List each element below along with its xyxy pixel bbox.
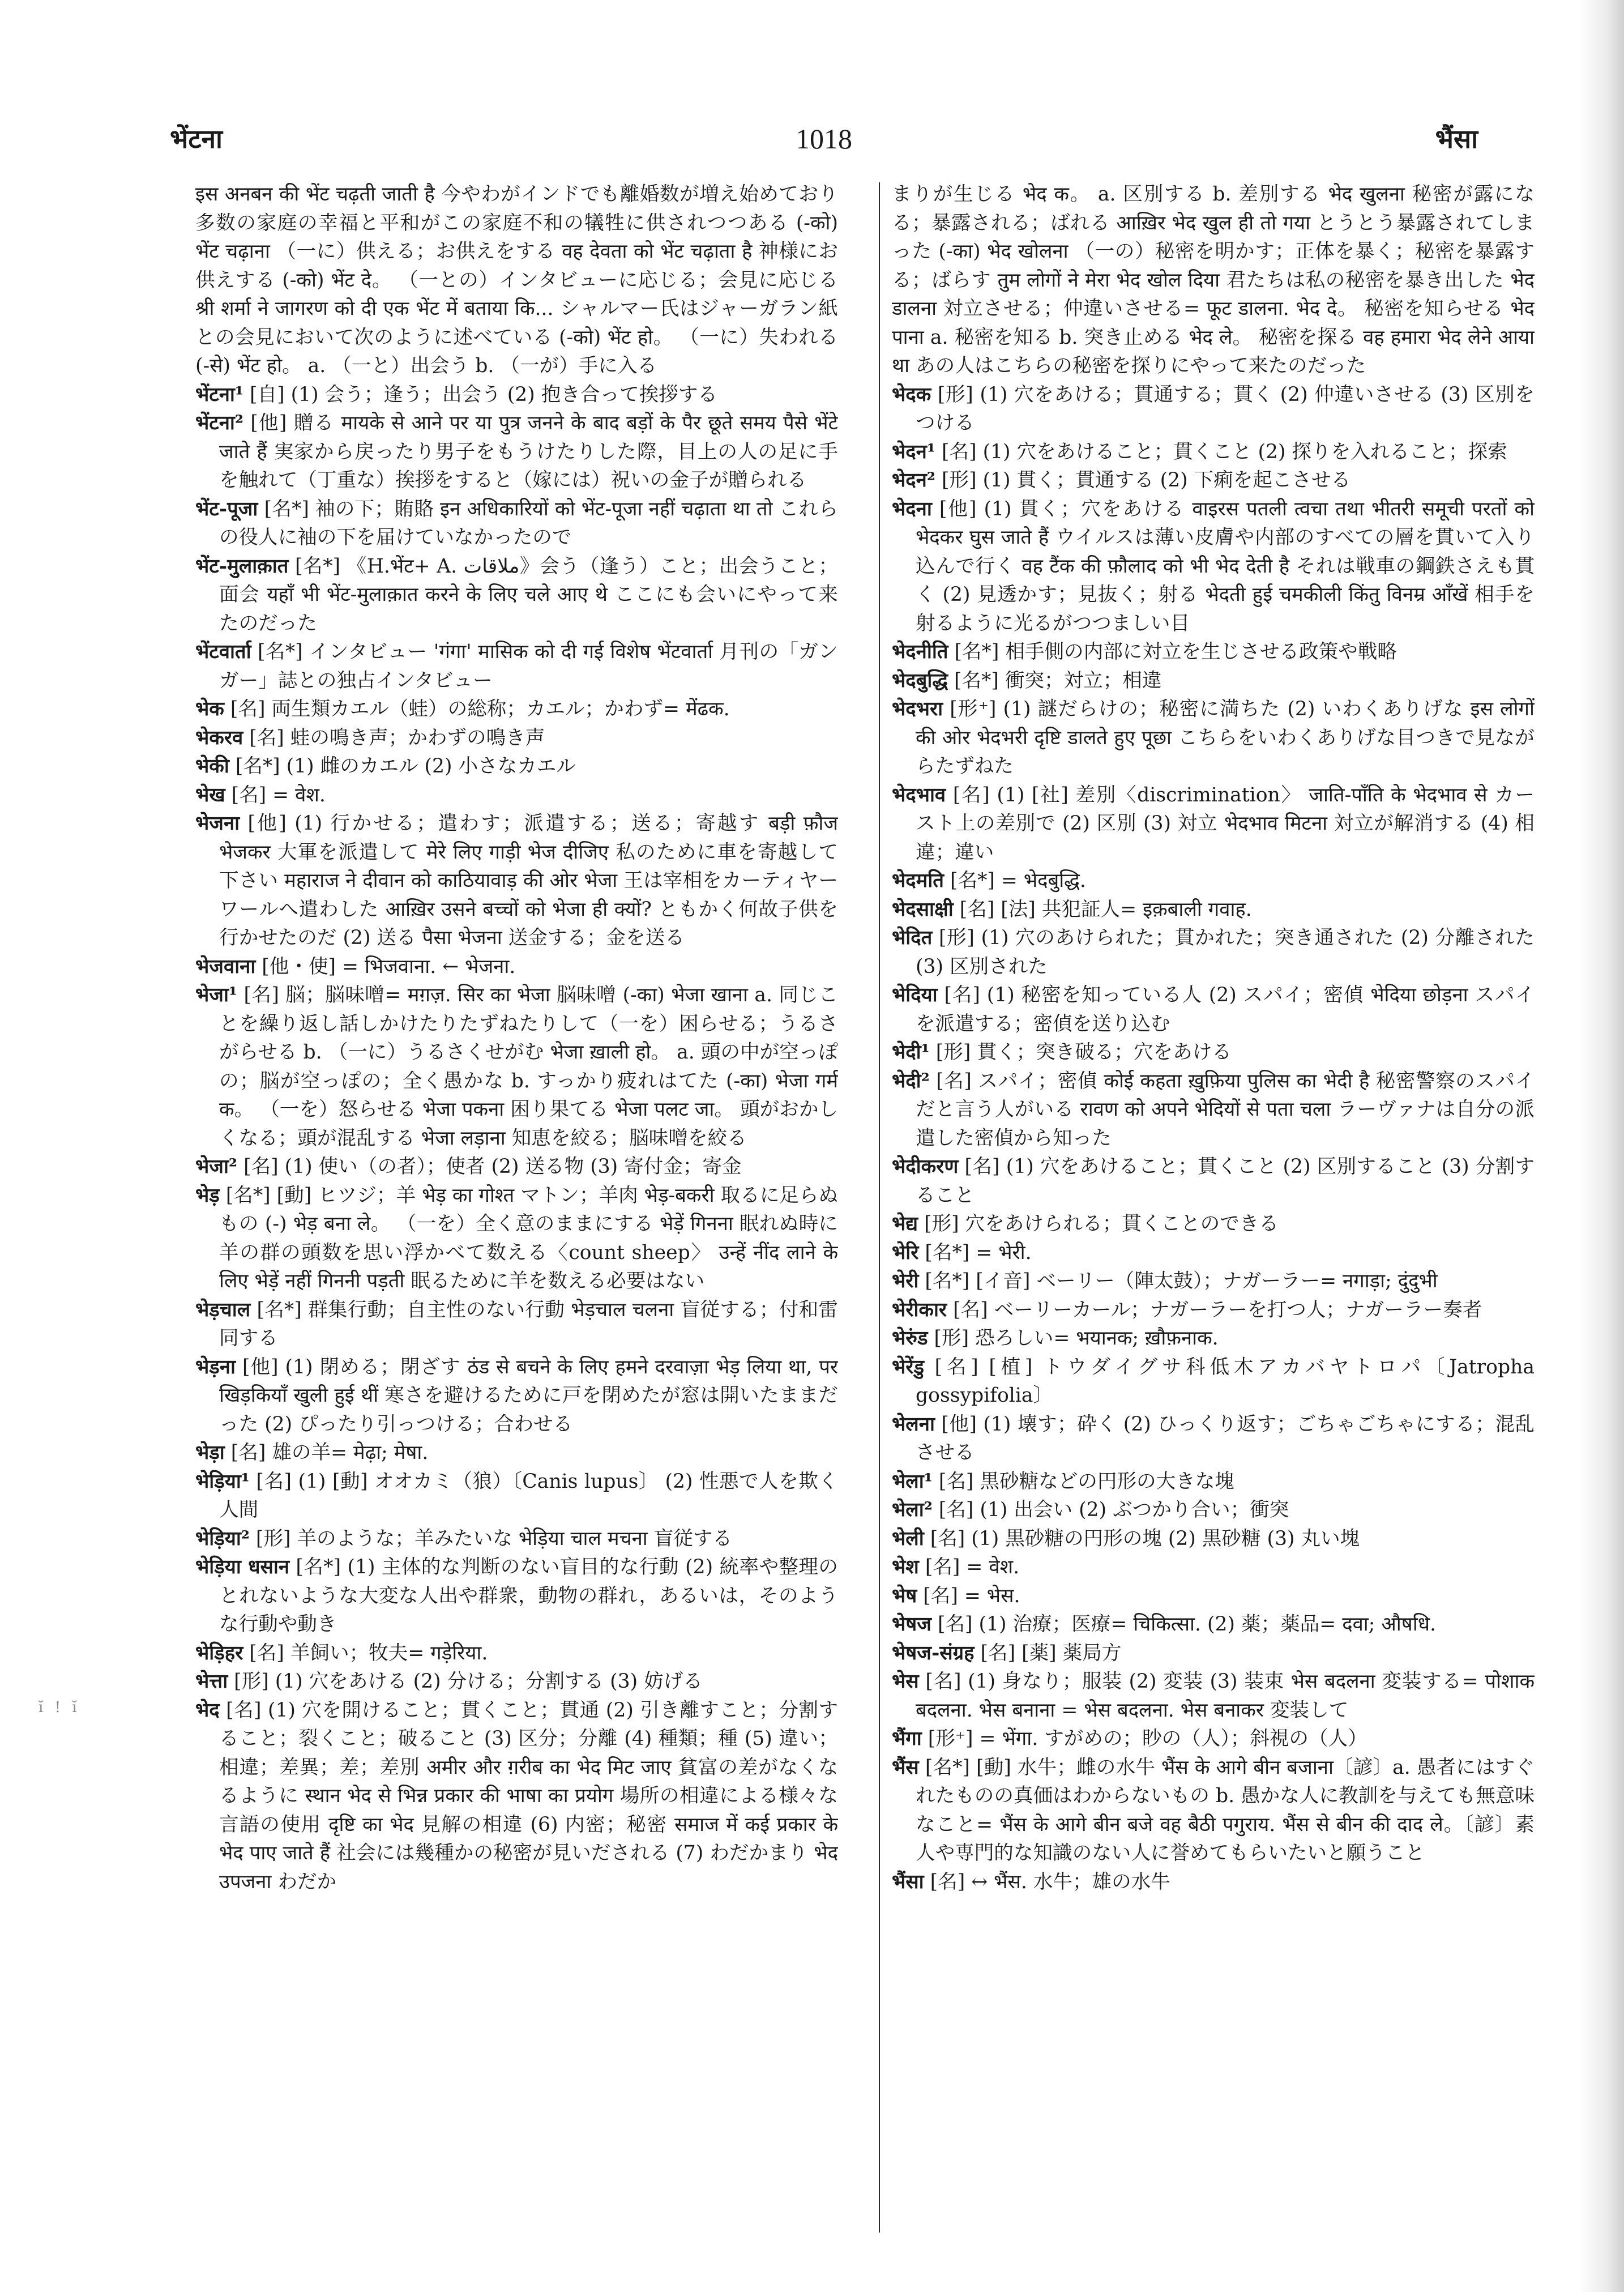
dictionary-entry xyxy=(892,381,1535,438)
dictionary-entry xyxy=(195,495,838,552)
entry-headword: भैंगा xyxy=(892,1727,922,1750)
dictionary-entry xyxy=(195,1525,838,1553)
dictionary-entry xyxy=(892,1239,1535,1267)
entry-definition: [他・使] = भिजवाना. ← भेजना. xyxy=(262,955,516,978)
entry-definition: [名] 雄の羊= मेढ़ा; मेषा. xyxy=(230,1441,429,1464)
entry-definition: [形⁺] = भेंगा. すがめの；眇の（人）；斜視の（人） xyxy=(928,1727,1367,1750)
entry-headword: भैंस xyxy=(892,1756,919,1779)
dictionary-entry xyxy=(195,752,838,781)
right-column xyxy=(892,180,1535,2230)
dictionary-entry xyxy=(892,1582,1535,1611)
dictionary-entry xyxy=(892,867,1535,895)
entry-headword: भेला¹ xyxy=(892,1470,933,1493)
dictionary-entry xyxy=(892,1725,1535,1753)
entry-definition: [名*] 群集行動；自主性のない行動 भेड़चाल चलना 盲従する；付和雷同する xyxy=(219,1298,838,1350)
right-running-headword: भैंसा xyxy=(1435,123,1478,154)
dictionary-entry xyxy=(892,1667,1535,1725)
entry-headword: भेकरव xyxy=(195,726,243,749)
entry-definition: [名*] (1) 雌のカエル (2) 小さなカエル xyxy=(235,755,576,778)
entry-definition: [名] (1) 穴を開けること；貫くこと；貫通 (2) 引き離すこと；分割すること；裂くこと；破ること (3) 区分；分離 (4) 種類；種 (5) 違い；相違；差異；差；差別 अमीर और ग़रीब का भेद मिट जाए 貧富の差がなくなるように स्थान भेद से भिन्न प्रकार की भाषा का प्रयोग 場所の相違による様々な言語の使用 दृष्टि का भेद 見解の相違 (6) 内密；秘密 समाज में कई प्रकार के भेद पाए जाते हैं 社会には幾種かの秘密が見いだされる (7) わだかまり भेद उपजना わだか xyxy=(219,1698,838,1893)
entry-headword: भेरुंड xyxy=(892,1327,928,1350)
entry-headword: भेंटना¹ xyxy=(195,383,244,406)
dictionary-entry xyxy=(892,1525,1535,1553)
dictionary-entry xyxy=(892,495,1535,638)
entry-headword: भेदबुद्धि xyxy=(892,669,948,692)
dictionary-entry xyxy=(195,1639,838,1668)
entry-definition: [形] 穴をあけられる；貫くことのできる xyxy=(924,1213,1279,1235)
dictionary-entry xyxy=(195,1353,838,1439)
entry-definition: [形] (1) 穴のあけられた；貫かれた；突き通された (2) 分離された (3) 区別された xyxy=(916,927,1535,978)
dictionary-entry xyxy=(892,1324,1535,1353)
entry-headword: भेस xyxy=(892,1670,919,1693)
entry-headword: भेदित xyxy=(892,927,933,949)
entry-headword: भेरी xyxy=(892,1270,919,1292)
entry-headword: भेख xyxy=(195,783,225,806)
entry-definition: [名] (1) 秘密を知っている人 (2) スパイ；密偵 भेदिया छोड़ना スパイを派遣する；密偵を送り込む xyxy=(916,984,1535,1035)
dictionary-entry xyxy=(195,781,838,810)
entry-definition: [名] [植] トウダイグサ科低木アカバヤトロパ〔Jatropha gossypifolia〕 xyxy=(916,1355,1535,1407)
dictionary-entry xyxy=(892,1496,1535,1525)
dictionary-entry xyxy=(892,638,1535,667)
binding-edge-mark: ĭ ! ĭ xyxy=(39,1699,80,1716)
entry-headword: भेड़ना xyxy=(195,1355,236,1378)
entry-definition: [名] (1) 穴をあけること；貫くこと (2) 区別すること (3) 分割すること xyxy=(916,1155,1535,1207)
dictionary-entry xyxy=(892,1067,1535,1153)
entry-definition: [名] (1) 黒砂糖の円形の塊 (2) 黒砂糖 (3) 丸い塊 xyxy=(930,1527,1360,1550)
entry-definition: [名] 蛙の鳴き声；かわずの鳴き声 xyxy=(249,726,545,749)
dictionary-entry xyxy=(892,695,1535,781)
entry-definition: [名*] [動] 水牛；雌の水牛 भैंस के आगे बीन बजाना〔諺〕a. 愚者にはすぐれたものの真価はわからないもの b. 愚かな人に教訓を与えても無意味なこと= भैंस के आगे बीन बजे वह बैठी पगुराय. भैंस से बीन की दाद ले。〔諺〕素人や専門的な知識のない人に誉めてもらいたいと願うこと xyxy=(916,1756,1535,1864)
dictionary-entry xyxy=(195,724,838,753)
entry-headword: भेजा² xyxy=(195,1155,238,1178)
dictionary-entry xyxy=(892,981,1535,1038)
entry-definition: [名] スパイ；密偵 कोई कहता ख़ुफ़िया पुलिस का भेदी है 秘密警察のスパイだと言う人がいる रावण को अपने भेदियों से पता चला ラーヴァナは自分の派遣した密偵から知った xyxy=(916,1069,1535,1150)
entry-definition: [名] ↔ भैंस. 水牛；雄の水牛 xyxy=(930,1870,1170,1893)
column-divider xyxy=(879,182,880,2233)
entry-headword: भेंटवार्ता xyxy=(195,641,251,663)
entry-headword: भेदीकरण xyxy=(892,1155,959,1178)
page-header xyxy=(170,116,1478,161)
dictionary-entry xyxy=(195,1467,838,1525)
entry-headword: भेरि xyxy=(892,1241,919,1264)
entry-headword: भेरेंडु xyxy=(892,1355,924,1378)
entry-definition: [他] (1) 貫く；穴をあける वाइरस पतली त्वचा तथा भीतरी समूची परतों को भेदकर घुस जाते हैं ウイルスは薄い皮膚や内部のすべての層を貫いて入り込んで行く वह टैंक की फ़ौलाद को भी भेद देती है それは戦車の鋼鉄さえも貫く (2) 見透かす；見抜く；射る भेदती हुई चमकीली किंतु विनम्र आँखें 相手を射るように光るがつつましい目 xyxy=(916,497,1535,635)
dictionary-entry xyxy=(892,1210,1535,1239)
entry-headword: भेदमति xyxy=(892,869,945,892)
dictionary-entry xyxy=(195,1553,838,1639)
dictionary-entry xyxy=(892,1267,1535,1296)
entry-definition: [他] (1) 壊す；砕く (2) ひっくり返す；ごちゃごちゃにする；混乱させる xyxy=(916,1412,1535,1464)
entry-definition: [形] 恐ろしい= भयानक; ख़ौफ़नाक. xyxy=(934,1327,1219,1350)
entry-definition: [名*] 相手側の内部に対立を生じさせる政策や戦略 xyxy=(954,641,1397,663)
dictionary-entry xyxy=(892,1353,1535,1410)
dictionary-entry xyxy=(892,1553,1535,1582)
dictionary-entry xyxy=(892,667,1535,695)
dictionary-entry xyxy=(892,438,1535,467)
dictionary-entry xyxy=(195,1439,838,1467)
entry-headword: भेकी xyxy=(195,755,229,778)
entry-definition: [形] (1) 穴をあける；貫通する；貫く (2) 仲違いさせる (3) 区別をつける xyxy=(916,383,1535,434)
entry-headword: भेरीकार xyxy=(892,1298,947,1321)
entry-headword: भेदी² xyxy=(892,1069,930,1092)
left-running-headword: भेंटना xyxy=(170,123,223,154)
dictionary-entry xyxy=(195,953,838,981)
dictionary-entry xyxy=(195,1181,838,1296)
dictionary-entry xyxy=(892,1153,1535,1210)
entry-definition: [他] 贈る मायके से आने पर या पुत्र जनने के बाद बड़ों के पैर छूते समय पैसे भेंटे जाते हैं 実家から戻ったり男子をもうけたりした際，目上の人の足に手を触れて（丁重な）挨拶をすると（嫁には）祝いの金子が贈られる xyxy=(219,412,838,492)
dictionary-entry xyxy=(892,1610,1535,1639)
dictionary-entry xyxy=(892,1868,1535,1897)
entry-headword: भेड़िया² xyxy=(195,1527,250,1550)
entry-headword: भेंटना² xyxy=(195,412,244,434)
right-column-continuation: まりが生じる भेद क。 a. 区別する b. 差別する भेद खुलना 秘密が露になる；暴露される；ばれる आख़िर भेद खुल ही तो गया とうとう暴露されてしまった (-का) भेद खोलना （一の）秘密を明かす；正体を暴く；秘密を暴露する；ばらす तुम लोगों ने मेरा भेद खोल दिया 君たちは私の秘密を暴き出した भेद डालना 対立させる；仲違いさせる= फूट डालना. भेद दे。 秘密を知らせる भेद पाना a. 秘密を知る b. 突き止める भेद ले。 秘密を探る वह हमारा भेद लेने आया था あの人はこちらの秘密を探りにやって来たのだった xyxy=(892,183,1535,377)
entry-definition: [形⁺] (1) 謎だらけの；秘密に満ちた (2) いわくありげな इस लोगों की ओर भेदभरी दृष्टि डालते हुए पूछा こちらをいわくありげな目つきで見ながらたずねた xyxy=(916,698,1535,778)
entry-headword: भेंट-पूजा xyxy=(195,497,258,520)
dictionary-entry xyxy=(892,1467,1535,1496)
entry-headword: भेड़ा xyxy=(195,1441,225,1464)
entry-definition: [名*] [イ音] ベーリー（陣太鼓）；ナガーラー= नगाड़ा; दुंदुभी xyxy=(925,1270,1438,1292)
entry-headword: भेत्ता xyxy=(195,1670,228,1693)
entry-definition: [名] ベーリーカール；ナガーラーを打つ人；ナガーラー奏者 xyxy=(953,1298,1482,1321)
entry-definition: [名] (1) [動] オオカミ（狼）〔Canis lupus〕 (2) 性悪で人を欺く人間 xyxy=(219,1470,838,1521)
entry-definition: [名*] = भेदबुद्धि. xyxy=(950,869,1086,892)
entry-definition: [名] (1) 使い（の者）；使者 (2) 送る物 (3) 寄付金；寄金 xyxy=(243,1155,742,1178)
entry-definition: [名*] インタビュー 'गंगा' मासिक को दी गई विशेष भेंटवार्ता 月刊の「ガンガー」誌との独占インタビュー xyxy=(219,641,838,692)
dictionary-entry xyxy=(195,1696,838,1897)
entry-definition: [名*] = भेरी. xyxy=(925,1241,1032,1264)
dictionary-entry xyxy=(195,409,838,495)
dictionary-entry xyxy=(892,924,1535,981)
entry-headword: भेक xyxy=(195,698,224,720)
entry-definition: [名] (1) 身なり；服装 (2) 変装 (3) 装束 भेस बदलना 変装する= पोशाक बदलना. भेस बनाना = भेस बदलना. भेस बनाकर 変装して xyxy=(916,1670,1535,1722)
entry-headword: भेदभाव xyxy=(892,783,946,806)
entry-definition: [形] (1) 穴をあける (2) 分ける；分割する (3) 妨げる xyxy=(234,1670,703,1693)
entry-headword: भेंट-मुलाक़ात xyxy=(195,554,289,578)
dictionary-entry xyxy=(892,1639,1535,1668)
entry-definition: [名] 脳；脳味噌= मग़ज़. सिर का भेजा 脳味噌 (-का) भेजा खाना a. 同じことを繰り返し話しかけたりたずねたりして（一を）困らせる；うるさがらせる b. （一に）うるさくせがむ भेजा ख़ाली हो。 a. 頭の中が空っぽの；脳が空っぽの；全く愚かな b. すっかり疲れはてた (-का) भेजा गर्म क。 （一を）怒らせる भेजा पकना 困り果てる भेजा पलट जा。 頭がおかしくなる；頭が混乱する भेजा लड़ाना 知恵を絞る；脳味噌を絞る xyxy=(219,984,838,1150)
dictionary-entry xyxy=(892,1296,1535,1325)
entry-definition: [名] 黒砂糖などの円形の大きな塊 xyxy=(938,1470,1234,1493)
entry-definition: [名*] (1) 主体的な判断のない盲目的な行動 (2) 統率や整理のとれないような大変な人出や群衆，動物の群れ，あるいは，そのような行動や動き xyxy=(219,1556,838,1636)
dictionary-entry xyxy=(195,695,838,724)
dictionary-entry xyxy=(195,1153,838,1181)
entry-headword: भेला² xyxy=(892,1499,933,1521)
entry-definition: [名*] [動] ヒツジ；羊 भेड़ का गोश्त マトン；羊肉 भेड़-बकरी 取るに足らぬもの (-) भेड़ बना ले。 （一を）全く意のままにする भेड़ें गिनना 眠れぬ時に羊の群の頭数を思い浮かべて数える〈count sheep〉 उन्हें नींद लाने के लिए भेड़ें नहीं गिननी पड़ती 眠るために羊を数える必要はない xyxy=(219,1184,838,1292)
entry-headword: भेद xyxy=(195,1698,220,1722)
entry-headword: भेलना xyxy=(892,1412,935,1436)
left-column-continuation: इस अनबन की भेंट चढ़ती जाती है 今やわがインドでも離婚数が増え始めており多数の家庭の幸福と平和がこの家庭不和の犠牲に供されつつある (-को) भेंट चढ़ाना （一に）供える；お供えをする वह देवता को भेंट चढ़ाता है 神様にお供えする (-को) भेंट दे。 （一との）インタビューに応じる；会見に応じる श्री शर्मा ने जागरण को दी एक भेंट में बताया कि... シャルマー氏はジャーガラン紙との会見において次のように述べている (-को) भेंट हो。 （一に）失われる (-से) भेंट हो。 a. （一と）出会う b. （一が）手に入る xyxy=(195,183,838,377)
entry-definition: [名] [薬] 薬局方 xyxy=(980,1641,1122,1664)
entry-definition: [名] = भेस. xyxy=(923,1584,1020,1607)
dictionary-entry xyxy=(892,781,1535,867)
entry-definition: [名] (1) [社] 差別〈discrimination〉 जाति-पाँति के भेदभाव से カースト上の差別で (2) 区別 (3) 対立 भेदभाव मिटना 対立が解消する (4) 相違；違い xyxy=(916,783,1535,864)
entry-definition: [名] = वेश. xyxy=(925,1556,1020,1578)
page-edge-shadow xyxy=(1579,0,1624,2292)
entry-headword: भेड़िया धसान xyxy=(195,1556,290,1578)
entry-headword: भेदन² xyxy=(892,469,936,492)
entry-definition: [名] (1) 治療；医療= चिकित्सा. (2) 薬；薬品= दवा; औषधि. xyxy=(937,1613,1436,1636)
entry-definition: [名] (1) 出会い (2) ぶつかり合い；衝突 xyxy=(938,1499,1289,1521)
entry-headword: भेदभरा xyxy=(892,698,943,720)
dictionary-entry xyxy=(195,638,838,695)
entry-definition: [名] 両生類カエル（蛙）の総称；カエル；かわず= मेंढक. xyxy=(230,698,730,720)
entry-definition: [他] (1) 閉める；閉ざす ठंड से बचने के लिए हमने दरवाज़ा भेड़ लिया था, पर खिड़कियाँ खुली हुई थीं 寒さを避けるために戸を閉めたが窓は開いたままだった (2) ぴったり引っつける；合わせる xyxy=(219,1355,838,1436)
entry-headword: भेड़िहर xyxy=(195,1641,243,1664)
entry-definition: [名] (1) 穴をあけること；貫くこと (2) 探りを入れること；探索 xyxy=(942,440,1507,463)
entry-headword: भेजना xyxy=(195,812,240,835)
entry-headword: भेषज-संग्रह xyxy=(892,1641,975,1664)
left-column xyxy=(195,180,838,2230)
entry-headword: भेदिया xyxy=(892,984,938,1006)
entry-definition: [形] 貫く；突き破る；穴をあける xyxy=(935,1041,1232,1064)
entry-headword: भेली xyxy=(892,1527,924,1550)
entry-headword: भेड़ xyxy=(195,1184,220,1207)
entry-headword: भेदी¹ xyxy=(892,1041,930,1064)
dictionary-entry xyxy=(195,1667,838,1696)
dictionary-entry xyxy=(892,466,1535,495)
entry-headword: भेड़चाल xyxy=(195,1298,251,1321)
entry-definition: [名*] 袖の下；賄賂 इन अधिकारियों को भेंट-पूजा नहीं चढ़ाता था तो これらの役人に袖の下を届けていなかったので xyxy=(219,497,838,549)
entry-definition: [名*] 《H.भेंट+ A. ملاقات》会う（逢う）こと；出会うこと；面会 यहाँ भी भेंट-मुलाक़ात करने के लिए चले आए थे ここにも会いにやって来たのだった xyxy=(219,554,838,635)
entry-headword: भैंसा xyxy=(892,1870,924,1893)
entry-headword: भेदन¹ xyxy=(892,440,936,463)
dictionary-entry xyxy=(195,1296,838,1353)
entry-definition: [名] = वेश. xyxy=(231,783,326,806)
entry-definition: [他] (1) 行かせる；遣わす；派遣する；送る；寄越す बड़ी फ़ौज भेजकर 大軍を派遣して मेरे लिए गाड़ी भेज दीजिए 私のために車を寄越して下さい महाराज ने दीवान को काठियावाड़ की ओर भेजा 王は宰相をカーティヤーワールへ遣わした आख़िर उसने बच्चों को भेजा ही क्यों? ともかく何故子供を行かせたのだ (2) 送る पैसा भेजना 送金する；金を送る xyxy=(219,812,838,949)
entry-headword: भेजवाना xyxy=(195,955,256,978)
dictionary-entry xyxy=(195,809,838,953)
entry-headword: भेषज xyxy=(892,1613,931,1636)
entry-definition: [形] (1) 貫く；貫通する (2) 下痢を起こさせる xyxy=(942,469,1351,492)
dictionary-entry xyxy=(892,895,1535,924)
dictionary-entry xyxy=(195,981,838,1153)
page-number: 1018 xyxy=(796,123,852,155)
entry-definition: [名] [法] 共犯証人= इक़बाली गवाह. xyxy=(959,898,1252,921)
entry-definition: [自] (1) 会う；逢う；出会う (2) 抱き合って挨拶する xyxy=(250,383,717,406)
entry-headword: भेष xyxy=(892,1584,917,1607)
dictionary-entry xyxy=(892,1410,1535,1467)
entry-definition: [名] 羊飼い；牧夫= गड़ेरिया. xyxy=(249,1641,488,1664)
entry-headword: भेड़िया¹ xyxy=(195,1470,250,1493)
entry-definition: [形] 羊のような；羊みたいな भेड़िया चाल मचना 盲従する xyxy=(255,1527,733,1550)
entry-headword: भेश xyxy=(892,1556,919,1578)
dictionary-entry xyxy=(195,381,838,409)
entry-headword: भेदसाक्षी xyxy=(892,898,954,921)
dictionary-entry xyxy=(892,1753,1535,1868)
entry-headword: भेदना xyxy=(892,497,932,520)
entry-definition: [名*] 衝突；対立；相違 xyxy=(954,669,1162,692)
entry-headword: भेद्य xyxy=(892,1213,918,1235)
entry-headword: भेदनीति xyxy=(892,641,948,663)
dictionary-entry xyxy=(892,1038,1535,1067)
entry-headword: भेदक xyxy=(892,383,931,406)
entry-headword: भेजा¹ xyxy=(195,984,238,1006)
dictionary-entry xyxy=(195,552,838,638)
